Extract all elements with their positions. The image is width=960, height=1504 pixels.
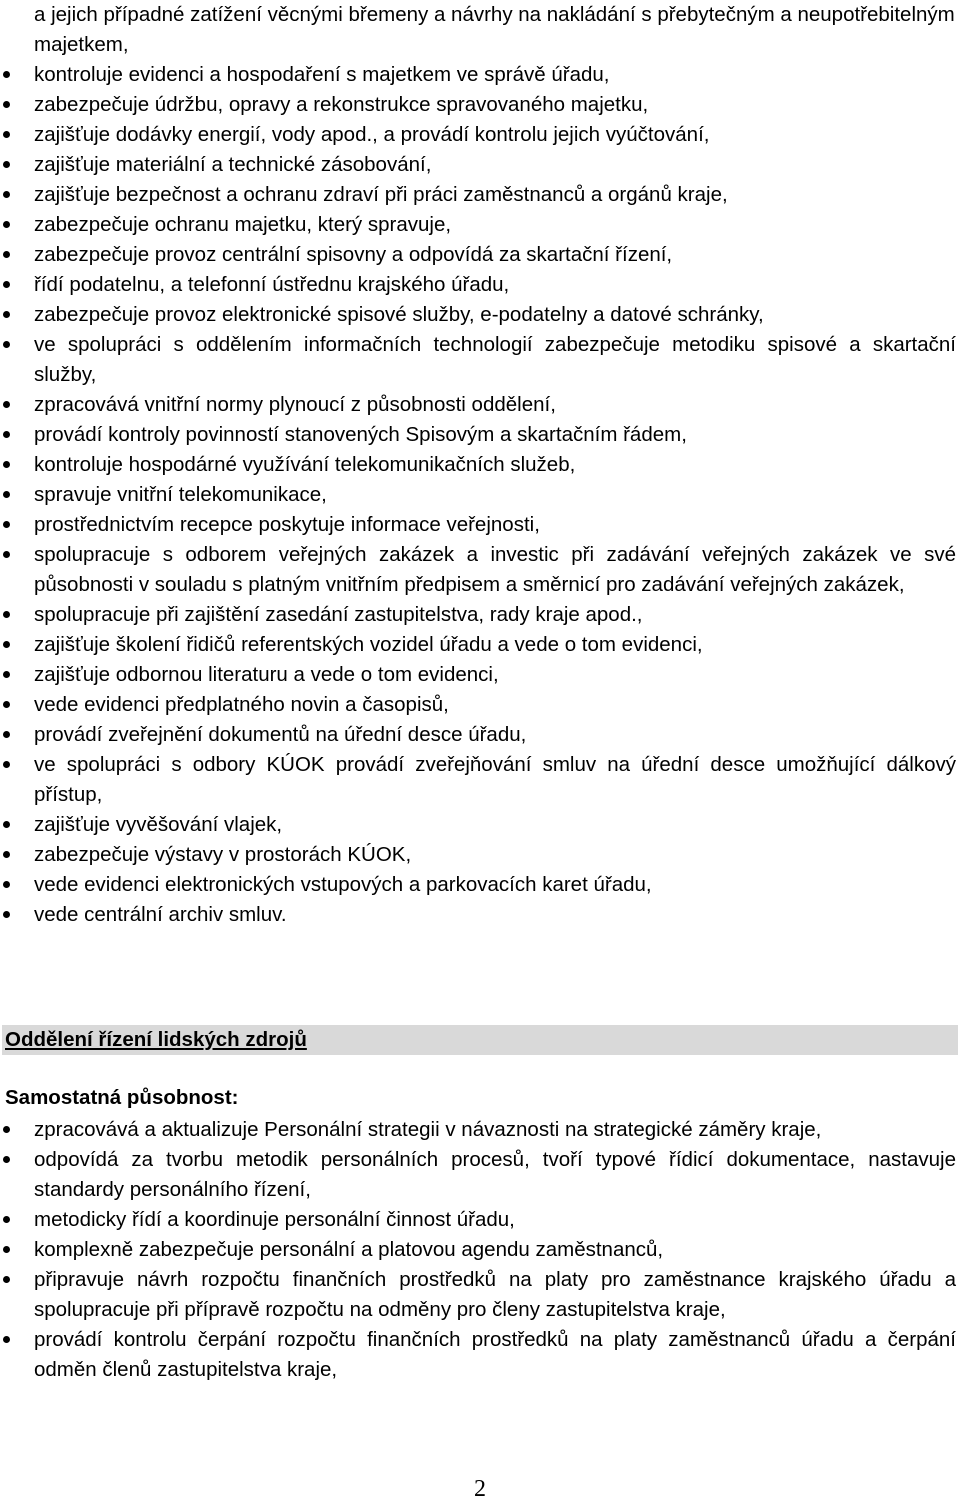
list-item: připravuje návrh rozpočtu finančních prostředků na platy pro zaměstnance krajského úřadu a spolupracuje při přípravě rozpočtu na odměny pro členy zastupitelstva kraje, bbox=[0, 1265, 958, 1325]
bullet-icon bbox=[3, 731, 10, 738]
list-item: zajišťuje školení řidičů referentských vozidel úřadu a vede o tom evidenci, bbox=[0, 630, 958, 660]
section-heading: Oddělení řízení lidských zdrojů bbox=[5, 1028, 307, 1051]
bottom-block bbox=[0, 1115, 958, 1385]
bullet-icon bbox=[3, 611, 10, 618]
bullet-icon bbox=[3, 1336, 10, 1343]
list-item: provádí kontrolu čerpání rozpočtu finančních prostředků na platy zaměstnanců úřadu a čerpání odměn členů zastupitelstva kraje, bbox=[0, 1325, 958, 1385]
top-bullet-list bbox=[0, 60, 958, 930]
list-item: odpovídá za tvorbu metodik personálních procesů, tvoří typové řídicí dokumentace, nastavuje standardy personálního řízení, bbox=[0, 1145, 958, 1205]
page-number: 2 bbox=[474, 1476, 486, 1502]
bullet-icon bbox=[3, 281, 10, 288]
bullet-icon bbox=[3, 311, 10, 318]
subheading: Samostatná působnost: bbox=[5, 1086, 239, 1109]
list-item: zpracovává a aktualizuje Personální strategii v návaznosti na strategické záměry kraje, bbox=[0, 1115, 958, 1145]
top-continuation-text: a jejich případné zatížení věcnými břemeny a návrhy na nakládání s přebytečným a neupotřebitelným majetkem, bbox=[34, 3, 955, 56]
list-item: zabezpečuje provoz elektronické spisové služby, e-podatelny a datové schránky, bbox=[0, 300, 958, 330]
bullet-icon bbox=[3, 761, 10, 768]
bullet-icon bbox=[3, 1216, 10, 1223]
bullet-icon bbox=[3, 431, 10, 438]
bullet-icon bbox=[3, 1276, 10, 1283]
bullet-icon bbox=[3, 341, 10, 348]
list-item: zajišťuje materiální a technické zásobování, bbox=[0, 150, 958, 180]
list-item: kontroluje evidenci a hospodaření s majetkem ve správě úřadu, bbox=[0, 60, 958, 90]
list-item: ve spolupráci s oddělením informačních technologií zabezpečuje metodiku spisové a skartační služby, bbox=[0, 330, 958, 390]
bullet-icon bbox=[3, 491, 10, 498]
list-item: zajišťuje bezpečnost a ochranu zdraví při práci zaměstnanců a orgánů kraje, bbox=[0, 180, 958, 210]
bullet-icon bbox=[3, 131, 10, 138]
list-item: komplexně zabezpečuje personální a platovou agendu zaměstnanců, bbox=[0, 1235, 958, 1265]
bullet-icon bbox=[3, 1126, 10, 1133]
bullet-icon bbox=[3, 71, 10, 78]
list-item: zajišťuje odbornou literaturu a vede o tom evidenci, bbox=[0, 660, 958, 690]
list-item: ve spolupráci s odbory KÚOK provádí zveřejňování smluv na úřední desce umožňující dálkový přístup, bbox=[0, 750, 958, 810]
section-heading-bar bbox=[2, 1025, 958, 1055]
list-item: řídí podatelnu, a telefonní ústřednu krajského úřadu, bbox=[0, 270, 958, 300]
bullet-icon bbox=[3, 911, 10, 918]
bottom-bullet-list bbox=[0, 1115, 958, 1385]
list-item: zajišťuje vyvěšování vlajek, bbox=[0, 810, 958, 840]
bullet-icon bbox=[3, 191, 10, 198]
bullet-icon bbox=[3, 461, 10, 468]
list-item: zabezpečuje údržbu, opravy a rekonstrukce spravovaného majetku, bbox=[0, 90, 958, 120]
list-item: zabezpečuje provoz centrální spisovny a odpovídá za skartační řízení, bbox=[0, 240, 958, 270]
list-item: metodicky řídí a koordinuje personální činnost úřadu, bbox=[0, 1205, 958, 1235]
bullet-icon bbox=[3, 161, 10, 168]
bullet-icon bbox=[3, 1246, 10, 1253]
list-item: spravuje vnitřní telekomunikace, bbox=[0, 480, 958, 510]
list-item: zajišťuje dodávky energií, vody apod., a provádí kontrolu jejich vyúčtování, bbox=[0, 120, 958, 150]
bullet-icon bbox=[3, 551, 10, 558]
bullet-icon bbox=[3, 401, 10, 408]
bullet-icon bbox=[3, 221, 10, 228]
bullet-icon bbox=[3, 851, 10, 858]
list-item: zabezpečuje výstavy v prostorách KÚOK, bbox=[0, 840, 958, 870]
bullet-icon bbox=[3, 671, 10, 678]
list-item: spolupracuje s odborem veřejných zakázek a investic při zadávání veřejných zakázek ve své působnosti v souladu s platným vnitřním předpisem a směrnicí pro zadávání veřejných zakázek, bbox=[0, 540, 958, 600]
bullet-icon bbox=[3, 521, 10, 528]
bullet-icon bbox=[3, 101, 10, 108]
list-item: zabezpečuje ochranu majetku, který spravuje, bbox=[0, 210, 958, 240]
list-item: kontroluje hospodárné využívání telekomunikačních služeb, bbox=[0, 450, 958, 480]
bullet-icon bbox=[3, 821, 10, 828]
bullet-icon bbox=[3, 251, 10, 258]
list-item: zpracovává vnitřní normy plynoucí z působnosti oddělení, bbox=[0, 390, 958, 420]
list-item: vede evidenci elektronických vstupových a parkovacích karet úřadu, bbox=[0, 870, 958, 900]
bullet-icon bbox=[3, 641, 10, 648]
bullet-icon bbox=[3, 881, 10, 888]
list-item: vede evidenci předplatného novin a časopisů, bbox=[0, 690, 958, 720]
list-item: vede centrální archiv smluv. bbox=[0, 900, 958, 930]
list-item: provádí kontroly povinností stanovených Spisovým a skartačním řádem, bbox=[0, 420, 958, 450]
bullet-icon bbox=[3, 701, 10, 708]
list-item: prostřednictvím recepce poskytuje informace veřejnosti, bbox=[0, 510, 958, 540]
list-item: provádí zveřejnění dokumentů na úřední desce úřadu, bbox=[0, 720, 958, 750]
bullet-icon bbox=[3, 1156, 10, 1163]
list-item: spolupracuje při zajištění zasedání zastupitelstva, rady kraje apod., bbox=[0, 600, 958, 630]
